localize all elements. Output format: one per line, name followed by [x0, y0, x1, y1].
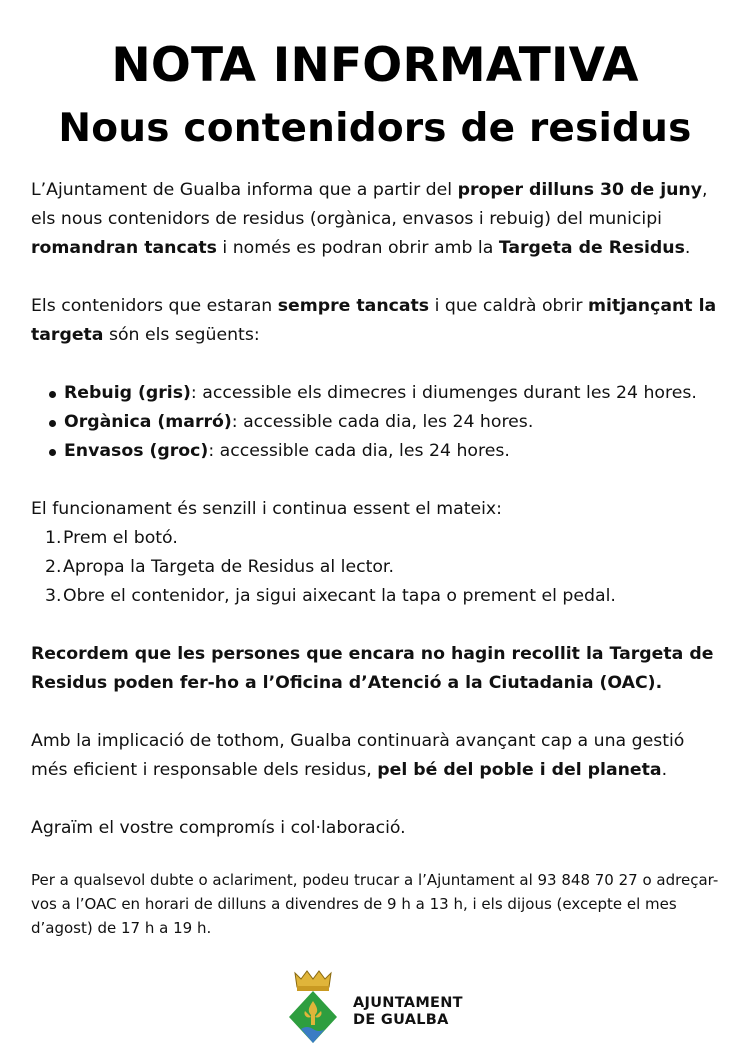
step-text: Obre el contenidor, ja sigui aixecant la tapa o prement el pedal.: [63, 586, 616, 606]
list-item: [31, 437, 721, 466]
step-number: 3.: [45, 586, 62, 606]
container-desc: : accessible cada dia, les 24 hores.: [208, 441, 510, 461]
closed-bold-always: sempre tancats: [277, 296, 430, 316]
page-title: NOTA INFORMATIVA: [111, 38, 639, 93]
intro-text-4: .: [684, 238, 691, 258]
reminder-paragraph: Recordem que les persones que encara no hagin recollit la Targeta de Residus poden fer-ho a l’Oficina d’Atenció a la Ciutadania (OAC).: [31, 644, 714, 693]
intro-bold-date: proper dilluns 30 de juny: [457, 180, 703, 200]
intro-paragraph: [31, 176, 721, 263]
list-item: [31, 582, 721, 611]
intro-bold-closed: romandran tancats: [31, 238, 217, 258]
closed-bold-card: mitjançant la targeta: [31, 296, 717, 345]
list-item: [31, 408, 721, 437]
implication-text-2: .: [661, 760, 668, 780]
container-desc: : accessible cada dia, les 24 hores.: [231, 412, 534, 432]
intro-text-2: , els nous contenidors de residus (orgànica, envasos i rebuig) del municipi: [31, 180, 708, 229]
coat-of-arms-icon: [287, 967, 339, 1045]
implication-bold: pel bé del poble i del planeta: [377, 760, 662, 780]
implication-paragraph: [31, 727, 721, 785]
page-subtitle: Nous contenidors de residus: [58, 106, 692, 151]
step-text: Prem el botó.: [63, 528, 178, 548]
contact-paragraph: Per a qualsevol dubte o aclariment, podeu trucar a l’Ajuntament al 93 848 70 27 o adreçar-vos a l’OAC en horari de dilluns a divendres de 9 h a 13 h, i els dijous (excepte el mes d’agost) de 17 h a 19 h.: [31, 871, 719, 937]
steps-list: [31, 524, 721, 611]
container-name: Rebuig (gris): [64, 383, 191, 403]
closed-text-1: Els contenidors que estaran: [31, 296, 278, 316]
intro-text-1: L’Ajuntament de Gualba informa que a partir del: [31, 180, 458, 200]
intro-text-3: i només es podran obrir amb la: [216, 238, 499, 258]
intro-bold-card: Targeta de Residus: [498, 238, 685, 258]
step-number: 1.: [45, 528, 62, 548]
closed-text-2: i que caldrà obrir: [429, 296, 589, 316]
list-item: [31, 379, 721, 408]
closed-text-3: són els següents:: [103, 325, 260, 345]
implication-text-1: Amb la implicació de tothom, Gualba continuarà avançant cap a una gestió més eficient i responsable dels residus,: [31, 731, 685, 780]
thanks-paragraph: Agraïm el vostre compromís i col·laboració.: [31, 818, 406, 838]
container-name: Orgànica (marró): [64, 412, 232, 432]
list-item: [31, 524, 721, 553]
municipal-logo: [287, 967, 487, 1047]
container-list: [31, 379, 721, 466]
container-name: Envasos (groc): [64, 441, 209, 461]
logo-text: [353, 995, 463, 1029]
closed-paragraph: [31, 292, 721, 350]
logo-line-1: AJUNTAMENT: [353, 995, 463, 1011]
step-number: 2.: [45, 557, 62, 577]
container-desc: : accessible els dimecres i diumenges durant les 24 hores.: [190, 383, 697, 403]
logo-line-2: DE GUALBA: [353, 1012, 449, 1028]
step-text: Apropa la Targeta de Residus al lector.: [63, 557, 394, 577]
list-item: [31, 553, 721, 582]
notice-body: [31, 176, 721, 940]
operation-intro: El funcionament és senzill i continua essent el mateix:: [31, 499, 502, 519]
